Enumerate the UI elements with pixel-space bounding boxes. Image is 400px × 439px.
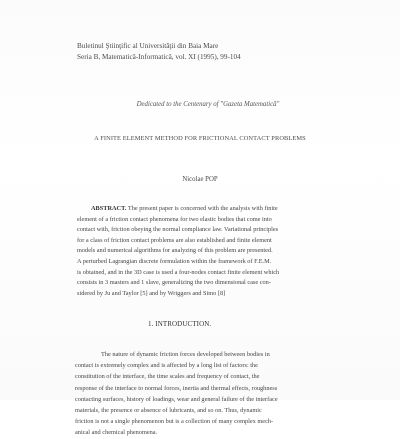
intro-line: anical and chemical phenomena.	[75, 429, 158, 437]
abstract-line: is obtained, and in the 3D case is used a four-nodes contact finite element which	[77, 268, 280, 276]
section-heading: 1. INTRODUCTION.	[148, 320, 212, 328]
introduction-text	[75, 349, 335, 439]
journal-name: Buletinul Ştiinţific al Universităţii din Baia Mare	[77, 42, 219, 50]
dedication	[0, 101, 400, 108]
intro-line: materials, the presence or absence of lubricants, and so on. Thus, dynamic	[75, 407, 262, 415]
abstract-line: contact with, friction obeying the normal compliance law. Variational principles	[77, 226, 279, 234]
journal-series: Seria B, Matematică-Informatică, vol. XI (1995), 99-104	[77, 53, 241, 61]
paper-title: A FINITE ELEMENT METHOD FOR FRICTIONAL CONTACT PROBLEMS	[94, 135, 306, 142]
journal-header	[77, 41, 241, 63]
intro-line: The nature of dynamic friction forces developed between bodies in	[101, 351, 270, 358]
abstract-line: consists in 3 masters and 1 slave, generalizing the two dimensional case con-	[77, 279, 271, 287]
abstract-line: for a class of friction contact problems are also established and finite element	[77, 236, 272, 244]
abstract-line: element of a friction contact phenomena for two elastic bodies that come into	[77, 215, 272, 223]
intro-line: friction is not a single phenomenon but is a collection of many complex mech-	[75, 418, 274, 426]
abstract-line: A perturbed Lagrangian discrete formulation within the framework of F.E.M.	[77, 257, 272, 265]
abstract-label: ABSTRACT.	[91, 205, 127, 212]
abstract-text: The present paper is concerned with the analysis with finite	[126, 205, 278, 212]
dedication-text: Dedicated to the Centenary of "Gazeta Matematică"	[136, 101, 280, 108]
intro-line: response of the interface to normal forces, inertia and thermal effects, roughness	[75, 384, 278, 392]
abstract-line: models and numerical algorithms for analyzing of this problem are presented.	[77, 247, 273, 255]
author-name: Nicolae POP	[182, 176, 218, 183]
abstract	[77, 204, 333, 299]
abstract-line	[77, 204, 333, 215]
abstract-line: sidered by Ju and Taylor [5] and by Wriggers and Simo [8]	[77, 289, 226, 297]
intro-line: contact is extremely complex and is affected by a long list of factors: the	[75, 362, 258, 370]
intro-line: constitution of the interface, the time scales and frequency of contact, the	[75, 373, 260, 381]
intro-line: contacting surfaces, history of loadings, wear and general failure of the interface	[75, 395, 278, 403]
